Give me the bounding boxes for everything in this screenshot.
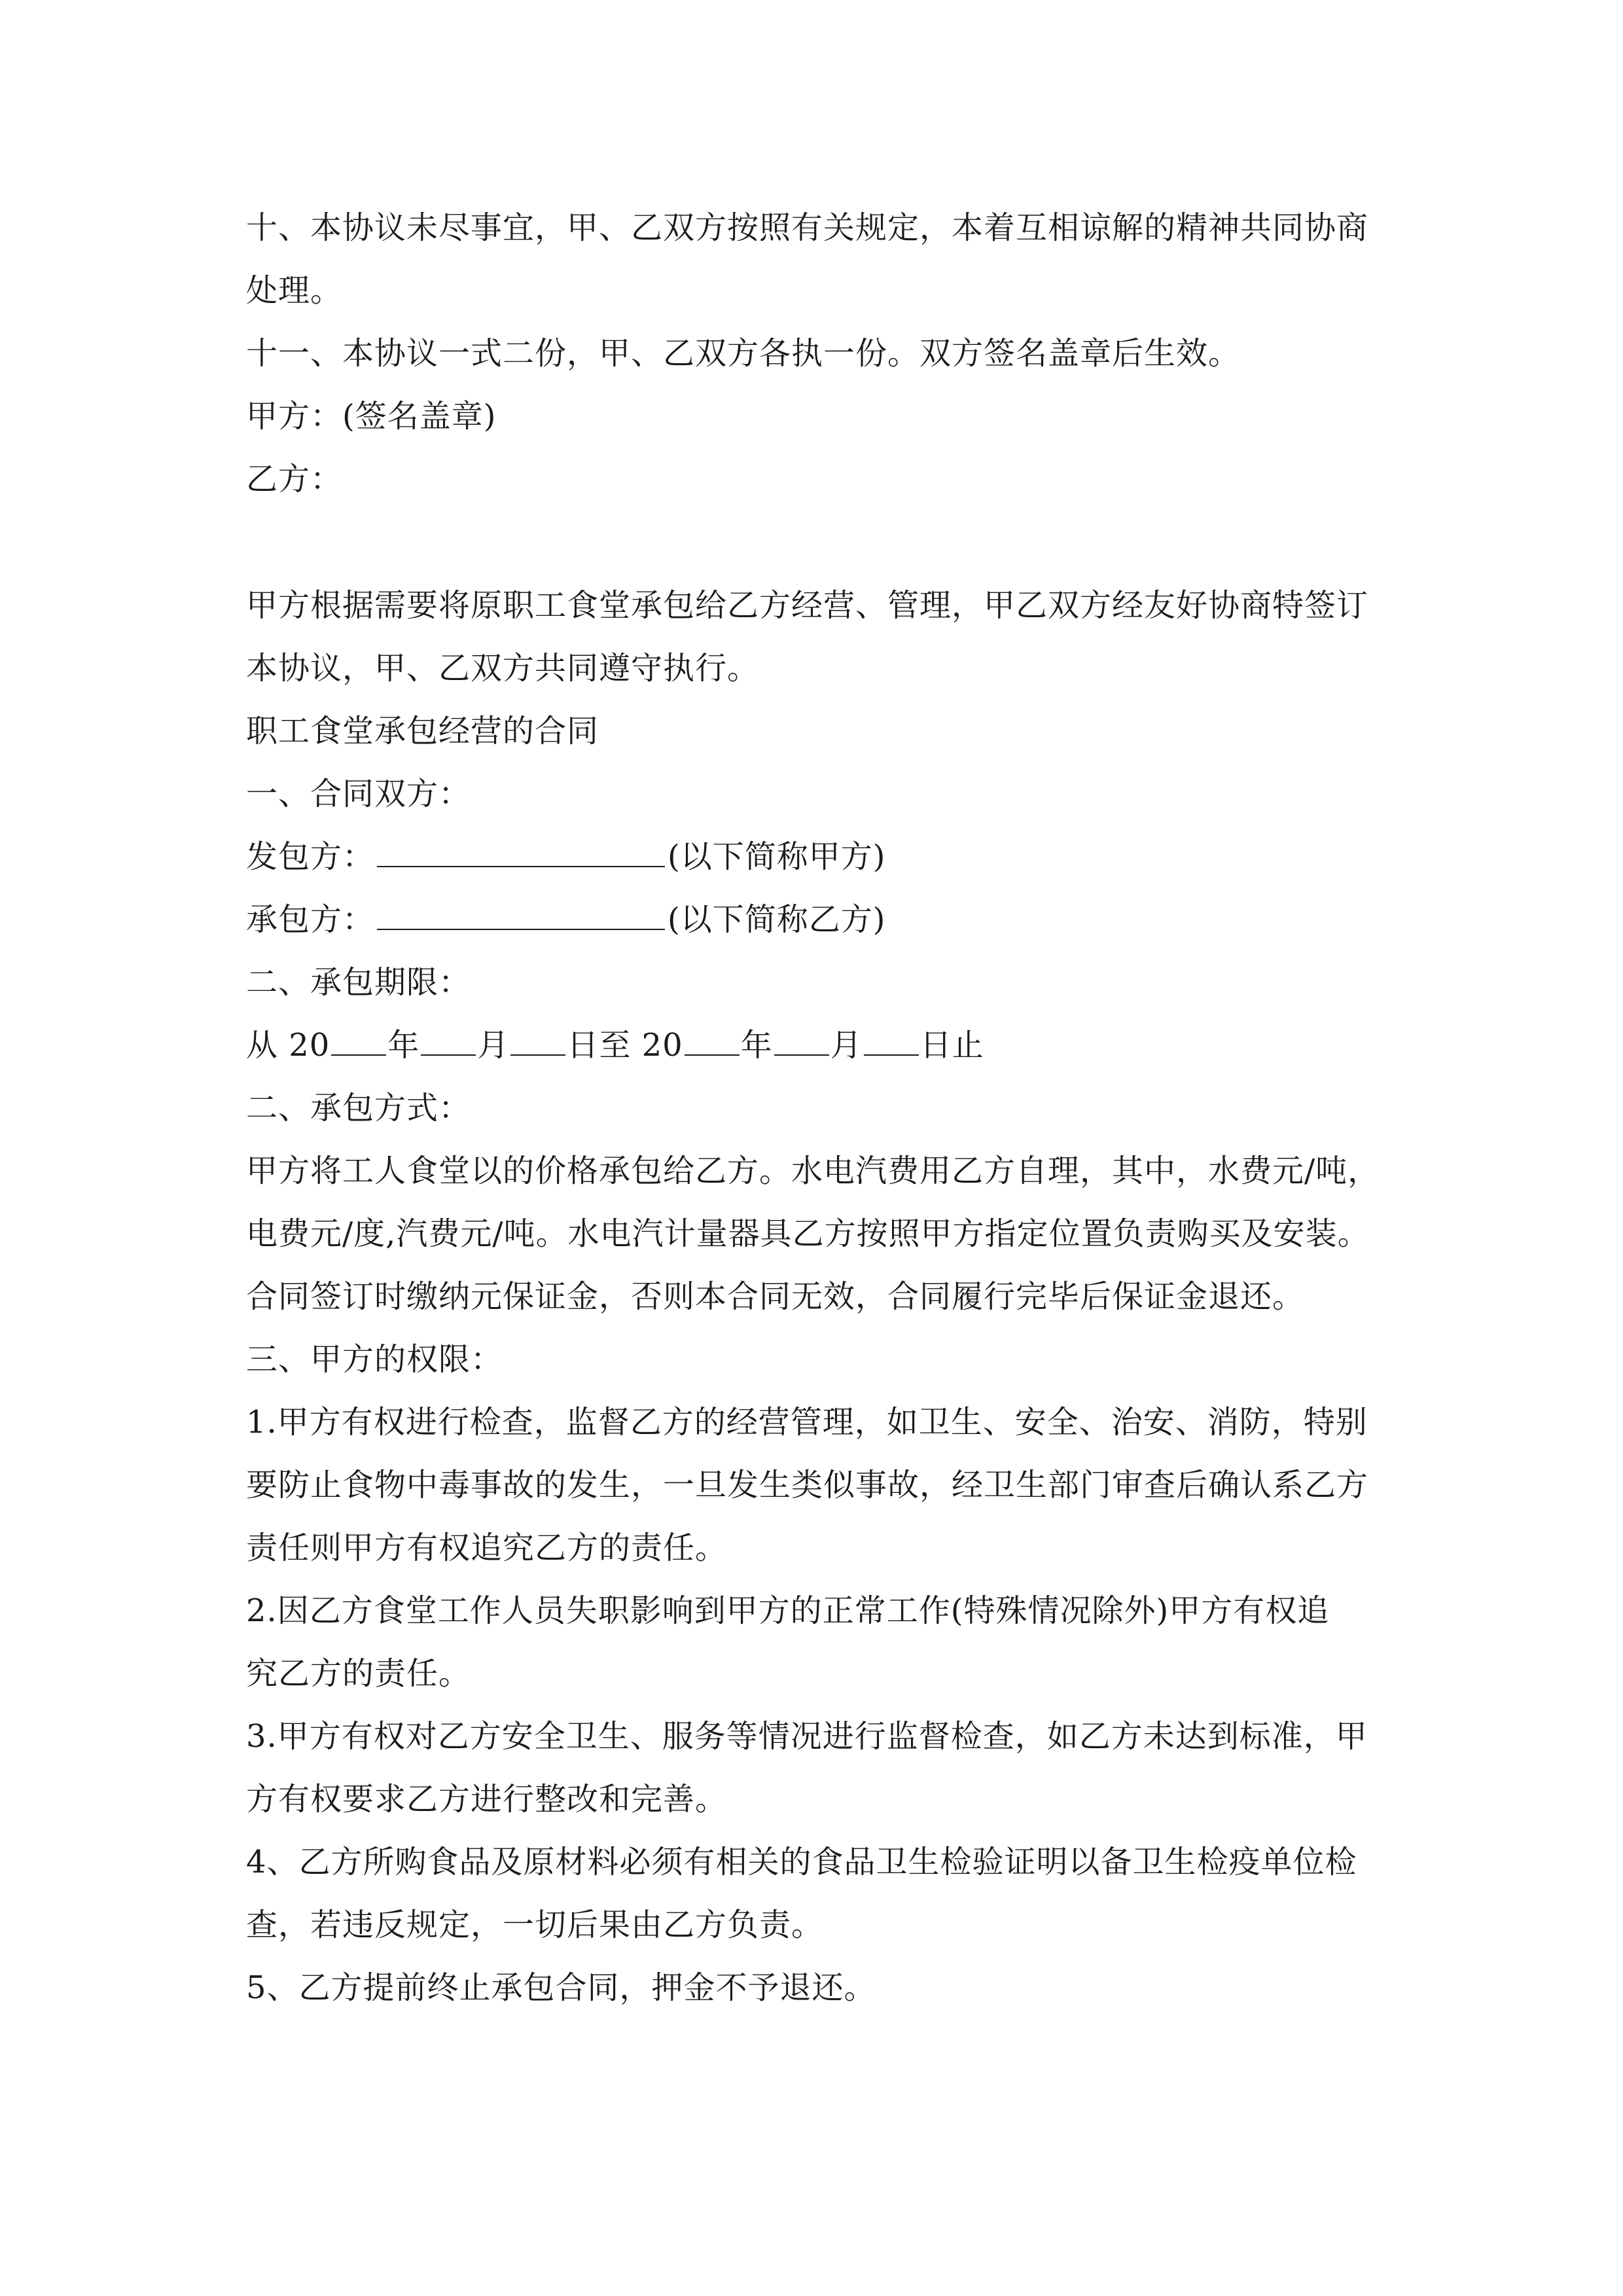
contractor-line — [246, 825, 1385, 888]
clause-10-line-1: 十、本协议未尽事宜，甲、乙双方按照有关规定，本着互相谅解的精神共同协商 — [246, 209, 1369, 246]
clause-10-line-2: 处理。 — [246, 272, 343, 309]
right-1-line-2: 要防止食物中毒事故的发生，一旦发生类似事故，经卫生部门审查后确认系乙方 — [246, 1467, 1369, 1503]
term-month-2: 月 — [830, 1027, 863, 1064]
right-4-line-2: 查，若违反规定，一切后果由乙方负责。 — [246, 1907, 824, 1943]
term-year-2: 年 — [740, 1027, 773, 1064]
term-day-1: 日至 20 — [567, 1027, 683, 1064]
right-4-line-1: 4、乙方所购食品及原材料必须有相关的食品卫生检验证明以备卫生检疫单位检 — [246, 1844, 1357, 1880]
section-2-method-heading: 二、承包方式： — [246, 1090, 471, 1126]
term-from: 从 20 — [246, 1027, 330, 1064]
party-b-signature: 乙方： — [246, 461, 343, 497]
party-a-signature: 甲方：(签名盖章) — [246, 398, 497, 435]
term-blank-year-1 — [331, 1023, 386, 1056]
right-3-line-1: 3.甲方有权对乙方安全卫生、服务等情况进行监督检查，如乙方未达到标准，甲 — [246, 1718, 1368, 1755]
contractee-label: 承包方： — [246, 901, 375, 938]
paragraph-gap — [246, 511, 1385, 574]
clause-11: 十一、本协议一式二份，甲、乙双方各执一份。双方签名盖章后生效。 — [246, 335, 1241, 372]
contractee-line — [246, 888, 1385, 951]
document-body — [246, 196, 1385, 2019]
right-1-line-3: 责任则甲方有权追究乙方的责任。 — [246, 1530, 728, 1566]
contractee-blank — [377, 897, 665, 930]
intro-line-2: 本协议，甲、乙双方共同遵守执行。 — [246, 650, 760, 687]
section-3-heading: 三、甲方的权限： — [246, 1341, 503, 1378]
term-blank-month-1 — [421, 1023, 476, 1056]
method-line-3: 合同签订时缴纳元保证金，否则本合同无效，合同履行完毕后保证金退还。 — [246, 1278, 1305, 1315]
intro-line-1: 甲方根据需要将原职工食堂承包给乙方经营、管理，甲乙双方经友好协商特签订 — [246, 587, 1369, 624]
contractor-note: (以下简称甲方) — [668, 838, 886, 875]
term-blank-year-2 — [685, 1023, 740, 1056]
section-2-term-heading: 二、承包期限： — [246, 964, 471, 1001]
method-line-1: 甲方将工人食堂以的价格承包给乙方。水电汽费用乙方自理，其中，水费元/吨， — [246, 1153, 1380, 1189]
contractor-label: 发包方： — [246, 838, 375, 875]
right-1-line-1: 1.甲方有权进行检查，监督乙方的经营管理，如卫生、安全、治安、消防，特别 — [246, 1404, 1368, 1441]
right-2-line-1: 2.因乙方食堂工作人员失职影响到甲方的正常工作(特殊情况除外)甲方有权追 — [246, 1592, 1330, 1629]
term-line — [246, 1014, 1385, 1077]
right-2-line-2: 究乙方的责任。 — [246, 1655, 471, 1692]
section-1-heading: 一、合同双方： — [246, 776, 471, 812]
contract-title: 职工食堂承包经营的合同 — [246, 713, 599, 749]
right-3-line-2: 方有权要求乙方进行整改和完善。 — [246, 1781, 728, 1818]
term-blank-month-2 — [774, 1023, 829, 1056]
term-blank-day-1 — [510, 1023, 565, 1056]
term-end: 日止 — [919, 1027, 984, 1064]
method-line-2: 电费元/度,汽费元/吨。水电汽计量器具乙方按照甲方指定位置负责购买及安装。 — [246, 1215, 1370, 1252]
contractee-note: (以下简称乙方) — [668, 901, 886, 938]
right-5: 5、乙方提前终止承包合同，押金不予退还。 — [246, 1969, 876, 2006]
term-year-1: 年 — [387, 1027, 420, 1064]
term-month-1: 月 — [477, 1027, 510, 1064]
term-blank-day-2 — [864, 1023, 919, 1056]
contractor-blank — [377, 834, 665, 867]
